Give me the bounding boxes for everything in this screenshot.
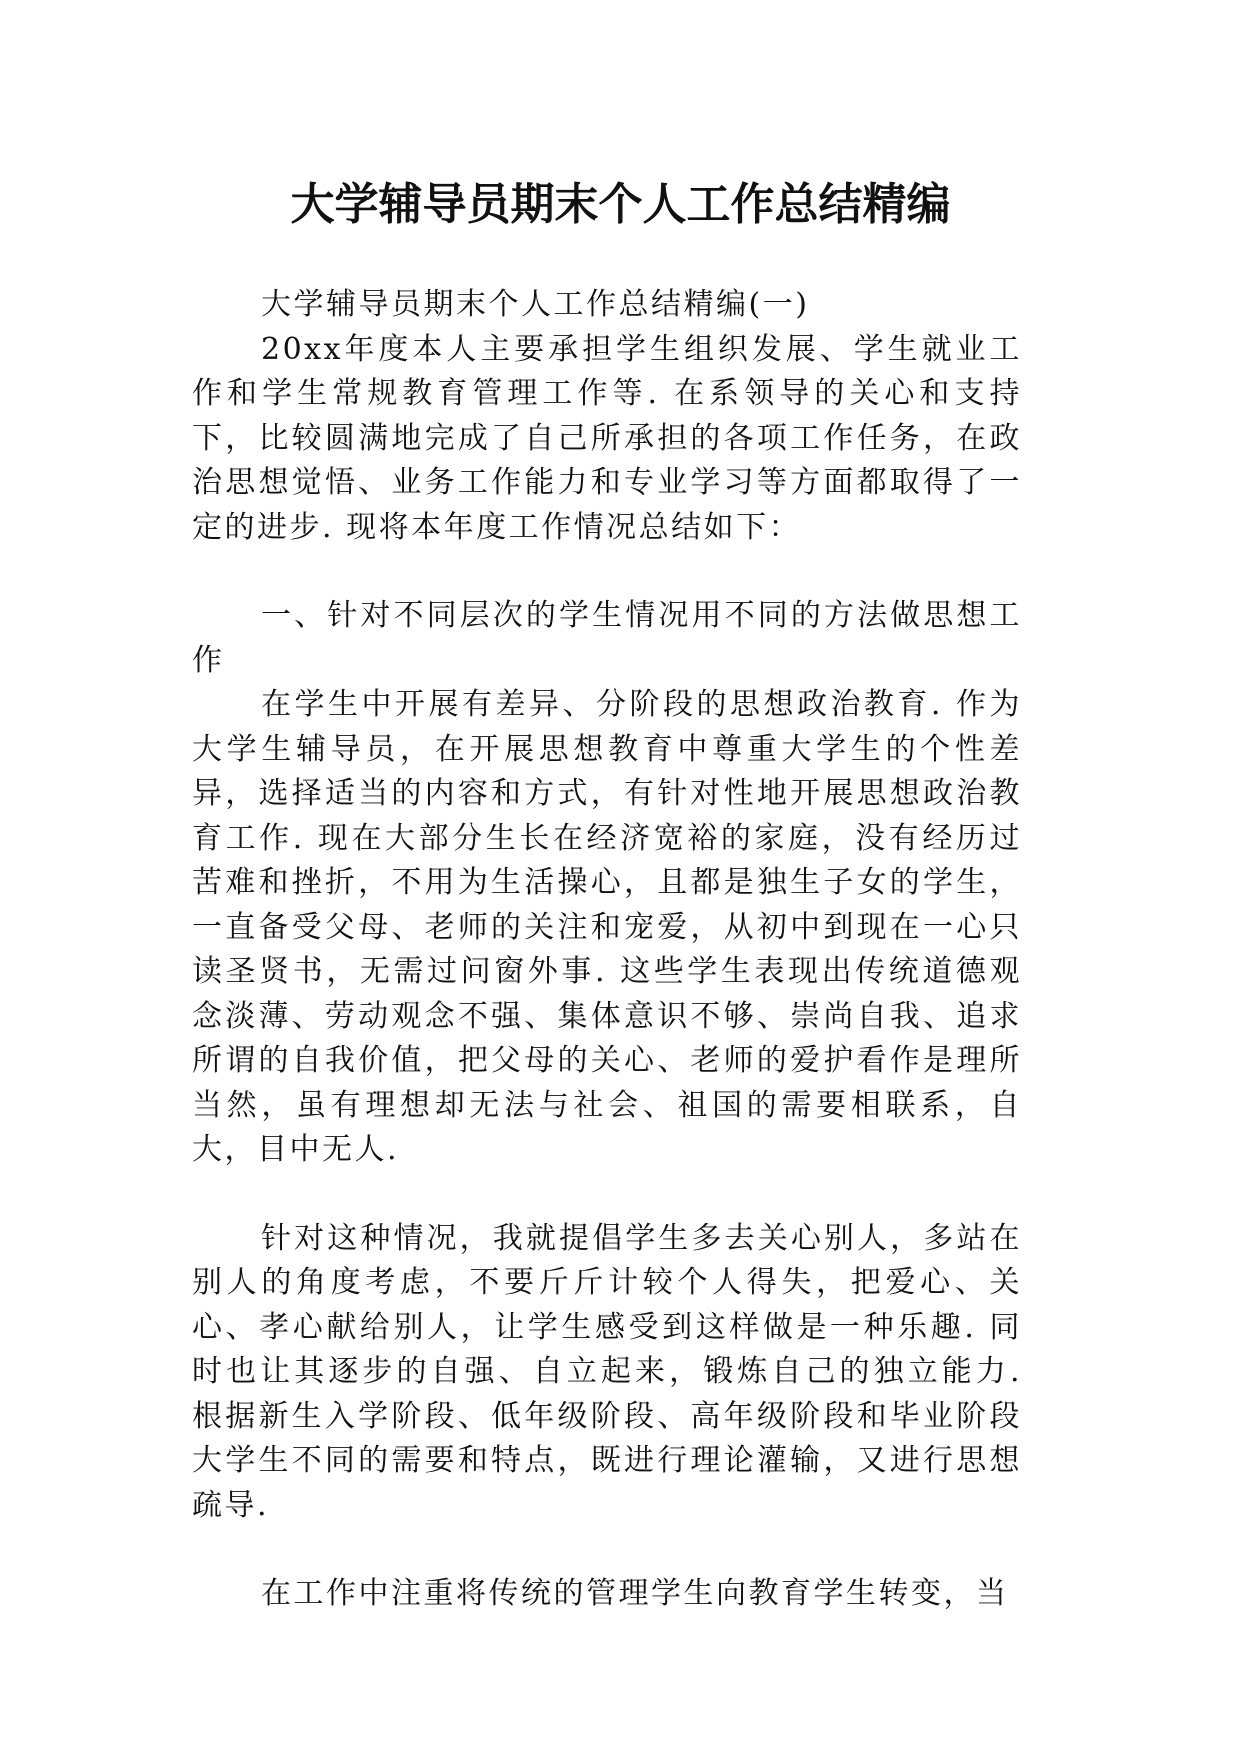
section-heading: 一、针对不同层次的学生情况用不同的方法做思想工作 — [192, 598, 1022, 678]
document-body — [192, 283, 1022, 1617]
body-paragraph: 在工作中注重将传统的管理学生向教育学生转变，当 — [261, 1576, 1009, 1611]
subtitle-paragraph: 大学辅导员期末个人工作总结精编(一) — [261, 287, 810, 322]
intro-paragraph: 20xx年度本人主要承担学生组织发展、学生就业工作和学生常规教育管理工作等. 在系领导的关心和支持下，比较圆满地完成了自己所承担的各项工作任务，在政治思想觉悟、业务工作能力和专业学习等方面都取得了一定的进步. 现将本年度工作情况总结如下： — [192, 331, 1022, 545]
body-paragraph: 针对这种情况，我就提倡学生多去关心别人，多站在别人的角度考虑，不要斤斤计较个人得失，把爱心、关心、孝心献给别人，让学生感受到这样做是一种乐趣. 同时也让其逐步的自强、自立起来，锻炼自己的独立能力. 根据新生入学阶段、低年级阶段、高年级阶段和毕业阶段大学生不同的需要和特点，既进行理论灌输，又进行思想疏导. — [192, 1220, 1022, 1523]
document-title: 大学辅导员期末个人工作总结精编 — [290, 179, 951, 230]
body-paragraph: 在学生中开展有差异、分阶段的思想政治教育. 作为大学生辅导员，在开展思想教育中尊重大学生的个性差异，选择适当的内容和方式，有针对性地开展思想政治教育工作. 现在大部分生长在经济宽裕的家庭，没有经历过苦难和挫折，不用为生活操心，且都是独生子女的学生，一直备受父母、老师的关注和宠爱，从初中到现在一心只读圣贤书，无需过问窗外事. 这些学生表现出传统道德观念淡薄、劳动观念不强、集体意识不够、崇尚自我、追求所谓的自我价值，把父母的关心、老师的爱护看作是理所当然，虽有理想却无法与社会、祖国的需要相联系，自大，目中无人. — [192, 687, 1022, 1167]
